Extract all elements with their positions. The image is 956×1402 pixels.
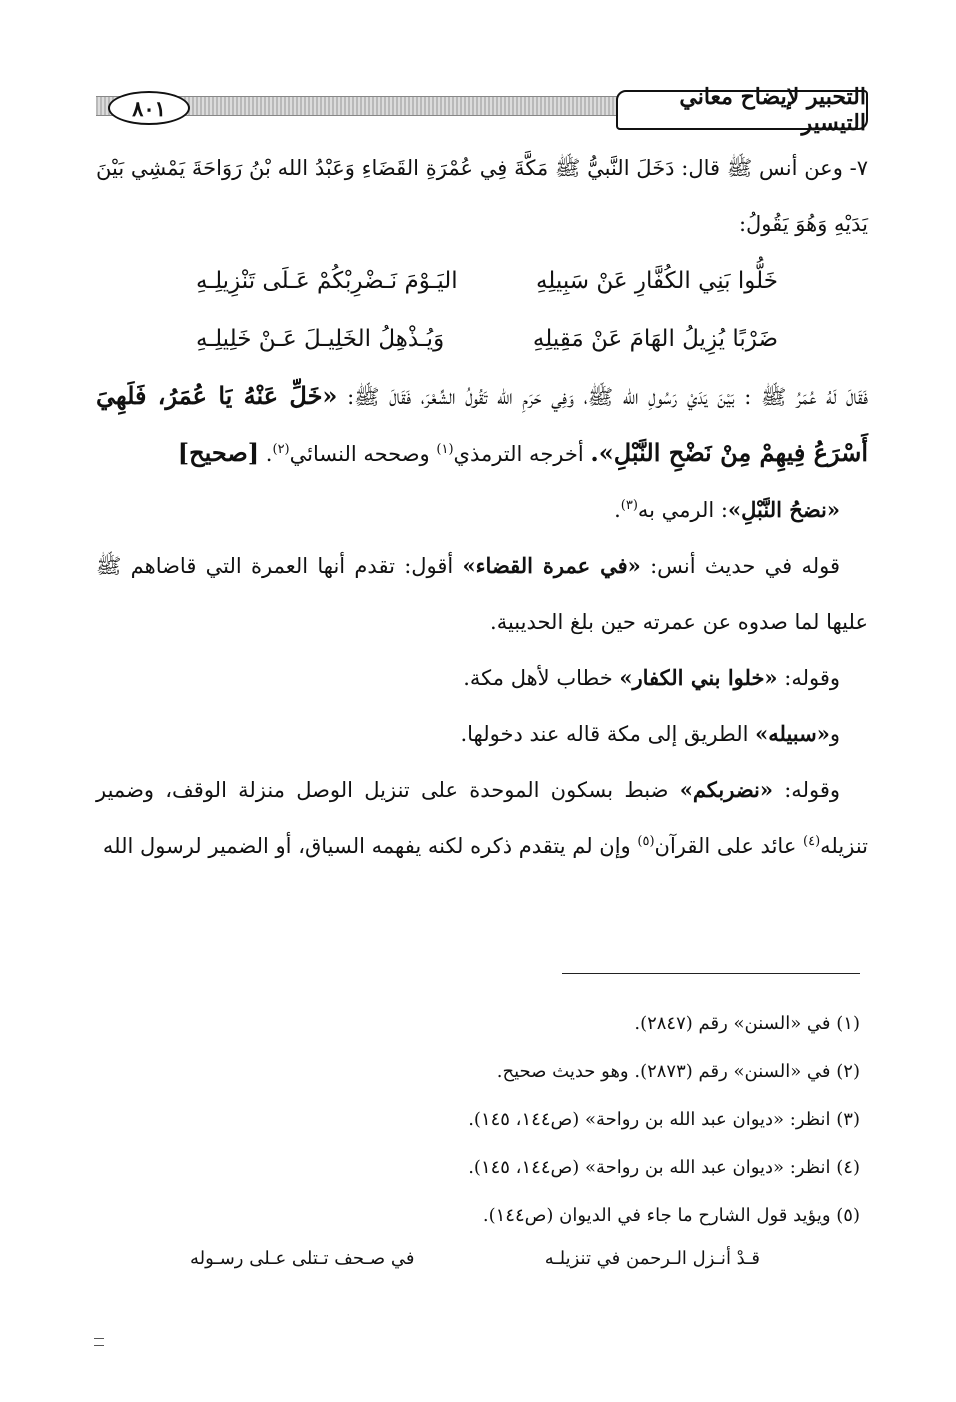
verse-2-first-hemistich: ضَرْبًا يُزِيلُ الهَامَ عَنْ مَقِيلِهِ xyxy=(532,326,778,352)
prophet-quote: «خَلِّ عَنْهُ يَا عُمَرُ، فَلَهِيَ أَسْرَعُ فِيهِمْ مِنْ نَضْحِ النَّبْلِ». xyxy=(96,381,868,467)
footnotes xyxy=(96,1000,860,1240)
footnote-verse-first-hemistich: قـدْ أنـزل الـرحمن في تنزيلـه xyxy=(544,1247,760,1269)
commentary-4-rest: ضبط بسكون الموحدة على تنزيل الوصل منزلة الوقف، وضمير تنزيله xyxy=(96,778,868,858)
footnote-3: (٣) انظر: «ديوان عبد الله بن رواحة» (ص١٤٤، ١٤٥). xyxy=(468,1109,860,1130)
book-title: التحبير لإيضاح معاني التيسير xyxy=(616,90,868,130)
commentary-4-start: وقوله: xyxy=(773,778,840,802)
footnote-4: (٤) انظر: «ديوان عبد الله بن رواحة» (ص١٤٤، ١٤٥). xyxy=(468,1157,860,1178)
commentary-2-term: «خلوا بني الكفار» xyxy=(619,665,778,690)
commentary-3-term: «سبيله» xyxy=(755,721,830,746)
footnote-2: (٢) في «السنن» رقم (٢٨٧٣). وهو حديث صحيح. xyxy=(496,1061,860,1082)
hadith-grade: [صحيح] xyxy=(177,438,260,467)
takhrij-text: أخرجه الترمذي xyxy=(453,442,591,466)
commentary-1-term: «في عمرة القضاء» xyxy=(462,553,641,578)
main-text xyxy=(96,140,868,874)
footnote-verse-second-hemistich: في صـحف تـتلى عـلى رسـوله xyxy=(190,1247,415,1269)
verse-2-second-hemistich: وَيُـذْهِلُ الخَلِيـلَ عَـنْ خَلِيلِـهِ xyxy=(196,326,445,352)
verse-1-second-hemistich: اليَـوْمَ نَـضْرِبْكُمْ عَـلَى تَنْزِيلِـهِ xyxy=(196,268,458,294)
running-header xyxy=(96,84,868,136)
page-mark xyxy=(94,1338,104,1346)
commentary-4-mid: عائد على القرآن xyxy=(654,834,804,858)
page-number: ٨٠١ xyxy=(108,91,190,125)
gloss-term: «نضحُ النَّبْلِ» xyxy=(728,497,840,522)
verse-1-first-hemistich: خَلُّوا بَنِي الكُفَّارِ عَنْ سَبِيلِهِ xyxy=(535,268,778,294)
commentary-paragraph-2 xyxy=(96,650,868,706)
footnote-ref-5[interactable]: (٥) xyxy=(637,834,655,849)
takhrij-text-2: وصححه النسائي xyxy=(289,442,437,466)
commentary-paragraph-1 xyxy=(96,538,868,650)
footnote-verse xyxy=(190,1238,760,1278)
footnote-ref-3[interactable]: (٣) xyxy=(620,498,638,513)
gloss-paragraph xyxy=(96,482,868,538)
commentary-2-start: وقوله: xyxy=(777,666,840,690)
commentary-4-term: «نضربكم» xyxy=(679,777,773,802)
footnote-5: (٥) ويؤيد قول الشارح ما جاء في الديوان (ص١٤٤). xyxy=(482,1205,860,1226)
poem-verse-1 xyxy=(96,252,868,310)
commentary-1-start: قوله في حديث أنس: xyxy=(640,554,840,578)
commentary-3-start: و xyxy=(829,722,840,746)
commentary-2-rest: خطاب لأهل مكة. xyxy=(463,666,620,690)
commentary-1-rest: أقول: تقدم أنها العمرة التي قاضاهم ﷺ عليها لما صدوه عن عمرته حين بلغ الحديبية. xyxy=(96,554,868,634)
footnote-ref-1[interactable]: (١) xyxy=(436,442,454,457)
umar-response-paragraph xyxy=(96,368,868,482)
takhrij-end: . xyxy=(259,442,273,466)
footnote-1: (١) في «السنن» رقم (٢٨٤٧). xyxy=(634,1013,860,1034)
commentary-paragraph-4 xyxy=(96,762,868,874)
footnote-separator xyxy=(562,973,860,974)
gloss-end: . xyxy=(614,498,621,522)
commentary-paragraph-3 xyxy=(96,706,868,762)
umar-response-text: فَقَالَ لَهُ عُمَرُ ﷺ : بَيْنَ يَدَيْ رَسُولِ الله ﷺ، وَفِي حَرَمِ الله تَقُولُ الشِّعْرَ، فَقَالَ ﷺ: xyxy=(347,385,868,409)
commentary-4-end: وإن لم يتقدم ذكره لكنه يفهمه السياق، أو الضمير لرسول الله xyxy=(102,834,638,858)
commentary-3-rest: الطريق إلى مكة قاله عند دخولها. xyxy=(460,722,756,746)
hadith-paragraph: ٧- وعن أنس ﷺ قال: دَخَلَ النَّبيُّ ﷺ مَكَّةَ فِي عُمْرَةِ القَضَاءِ وَعَبْدُ الله بْنُ رَوَاحَةَ يَمْشِي بَيْنَ يَدَيْهِ وَهُوَ يَقُولُ: xyxy=(96,156,868,236)
gloss-definition: : الرمي به xyxy=(637,498,729,522)
poem-verse-2 xyxy=(96,310,868,368)
footnote-ref-4[interactable]: (٤) xyxy=(803,834,821,849)
footnote-ref-2[interactable]: (٢) xyxy=(272,442,290,457)
